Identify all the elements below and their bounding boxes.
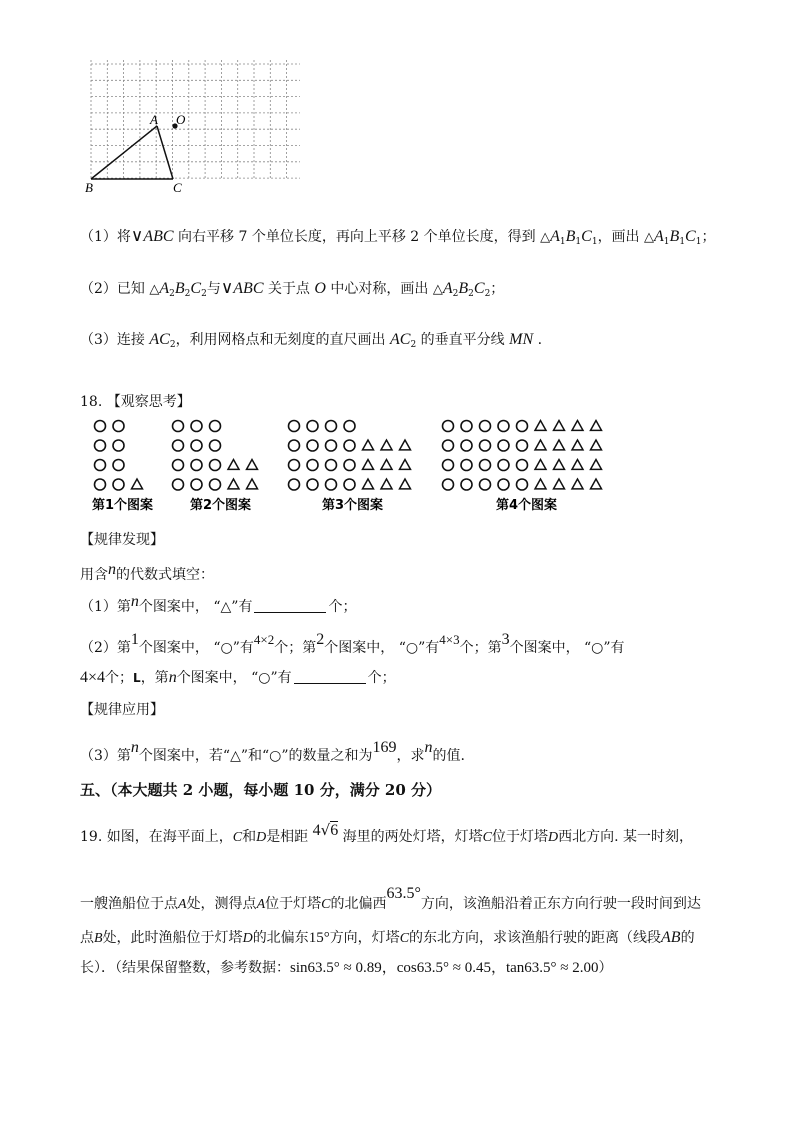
q17-p2-a2: A xyxy=(159,280,170,297)
circle-icon xyxy=(443,421,454,432)
q17-sub: 2 xyxy=(468,289,474,299)
q17-p2-b2: B xyxy=(174,280,185,297)
q19-text: 位于灯塔 xyxy=(492,829,548,845)
distance-value xyxy=(313,820,339,841)
pattern-4 xyxy=(443,421,602,491)
circle-icon xyxy=(443,479,454,490)
q17-p2-num: （2）已知 xyxy=(80,281,145,297)
q19-line3 xyxy=(80,928,695,949)
q19-text: 方向，灯塔 xyxy=(329,930,400,946)
q18-q2-l2-b: 个； xyxy=(105,670,134,686)
var-n: n xyxy=(130,593,139,610)
q17-p3-mid2: 的垂直平分线 xyxy=(420,332,505,348)
q19-text: ） xyxy=(598,960,613,976)
q19-text: 的 xyxy=(680,930,695,946)
q17-sub: 2 xyxy=(169,340,176,350)
circle-icon xyxy=(498,440,509,451)
circle-icon xyxy=(307,479,318,490)
q17-p3-mn: MN xyxy=(509,331,534,348)
circle-icon xyxy=(95,460,106,471)
circle-icon xyxy=(480,479,491,490)
q17-sub: 2 xyxy=(452,289,459,299)
point-c: C xyxy=(321,897,331,912)
q17-sub: 1 xyxy=(679,237,686,247)
circle-icon xyxy=(517,440,528,451)
q18-q2-l2-d: 个图案中， “○”有 xyxy=(176,670,292,686)
triangle-symbol: △ xyxy=(644,230,655,245)
triangle-icon xyxy=(381,479,392,489)
circle-icon xyxy=(210,460,221,471)
grid-figure xyxy=(84,58,300,198)
q17-sub: 1 xyxy=(695,237,702,247)
circle-icon xyxy=(480,440,491,451)
circle-icon xyxy=(326,479,337,490)
q17-part2 xyxy=(80,278,504,304)
point-b: B xyxy=(94,931,103,946)
circle-icon xyxy=(210,479,221,490)
q19-line4 xyxy=(80,958,613,978)
triangle-icon xyxy=(228,479,239,489)
q17-sub: 1 xyxy=(575,237,582,247)
q17-sub: 1 xyxy=(591,237,598,247)
q17-part3 xyxy=(80,330,542,355)
circle-icon xyxy=(113,440,124,451)
circle-icon xyxy=(443,460,454,471)
q18-q2-f: 个图案中， “○”有 xyxy=(509,640,625,656)
circle-icon xyxy=(113,460,124,471)
triangle-symbol: △ xyxy=(432,282,443,297)
q18-q2-value: 4×3 xyxy=(439,632,460,647)
q17-p2-b2: B xyxy=(458,280,469,297)
rule-apply-heading: 【规律应用】 xyxy=(80,702,164,718)
triangle-symbol: ∨ xyxy=(220,278,234,298)
circle-icon xyxy=(480,460,491,471)
triangle-icon xyxy=(591,440,602,450)
q18-q2-l2-c: ，第 xyxy=(140,670,169,686)
q19-text: 方向，该渔船沿着正东方向行驶一段时间到达 xyxy=(420,896,701,912)
q19-text: 海里的两处灯塔，灯塔 xyxy=(342,829,483,845)
dist-coef: 4 xyxy=(312,822,321,839)
circle-icon xyxy=(326,460,337,471)
q19-text: 西北方向. 某一时刻， xyxy=(558,829,694,845)
q19-text: 是相距 xyxy=(266,829,309,845)
q18-part1 xyxy=(80,592,356,617)
triangle-icon xyxy=(535,421,546,431)
q18-q3-c: ，求 xyxy=(396,748,425,764)
circle-icon xyxy=(191,440,202,451)
circle-icon xyxy=(517,460,528,471)
q19-text: 的北偏东 xyxy=(252,930,309,946)
q17-p1-a1: A xyxy=(654,228,664,245)
q17-p3-ac: AC xyxy=(149,331,170,348)
q17-p1-mid: 向右平移 7 个单位长度，再向上平移 2 个单位长度，得到 xyxy=(178,229,536,245)
q18-q2-d: 个图案中， “○”有 xyxy=(324,640,440,656)
point-a: A xyxy=(178,897,187,912)
q18-q2-l2-e: 个； xyxy=(367,670,396,686)
q17-p1-b1: B xyxy=(565,228,576,245)
q17-p2-c2: C xyxy=(190,280,202,297)
pattern-label: 第2个图案 xyxy=(190,498,252,513)
triangle-icon xyxy=(400,460,411,470)
section-heading: 五、（本大题共 2 小题，每小题 10 分，满分 20 分） xyxy=(80,781,442,799)
circle-icon xyxy=(344,460,355,471)
triangle-symbol: △ xyxy=(540,230,551,245)
circle-icon xyxy=(326,421,337,432)
q17-p3-ac: AC xyxy=(390,331,411,348)
q17-p3-end: . xyxy=(537,332,543,348)
circle-icon xyxy=(461,440,472,451)
q17-p2-mid2: 关于点 xyxy=(267,281,310,297)
q17-p3-num: （3）连接 xyxy=(80,332,145,348)
point-a: A xyxy=(256,897,266,912)
circle-icon xyxy=(344,479,355,490)
triangle-icon xyxy=(591,479,602,489)
circle-icon xyxy=(191,479,202,490)
triangle-icon xyxy=(400,479,411,489)
q19-text: 的北偏西 xyxy=(330,896,387,912)
circle-icon xyxy=(113,479,124,490)
q18-part3 xyxy=(80,738,465,766)
triangle-icon xyxy=(247,479,258,489)
triangle-icon xyxy=(535,460,546,470)
q19-text: 一艘渔船位于点 xyxy=(80,896,178,912)
circle-icon xyxy=(289,421,300,432)
q17-sub: 1 xyxy=(559,237,566,247)
q17-p2-abc: ABC xyxy=(233,280,264,297)
label-c: C xyxy=(173,180,182,195)
circle-icon xyxy=(443,440,454,451)
q17-p2-end: ； xyxy=(490,281,505,297)
q17-p1-b1: B xyxy=(669,228,680,245)
triangle-icon xyxy=(363,440,374,450)
point-c: C xyxy=(482,830,492,845)
q18-q2-a: （2）第 xyxy=(80,640,131,656)
q18-header: 18. 【观察思考】 xyxy=(80,394,191,410)
q17-p2-c2: C xyxy=(473,280,485,297)
answer-blank[interactable] xyxy=(294,669,366,684)
pattern-3 xyxy=(289,421,411,491)
q19-text: 和 xyxy=(242,829,257,845)
q17-sub: 1 xyxy=(663,237,670,247)
q18-q2-b: 个图案中， “○”有 xyxy=(138,640,254,656)
q17-p1-abc: ABC xyxy=(143,228,174,245)
q18-q2-value: 4×2 xyxy=(253,632,275,647)
q17-sub: 2 xyxy=(410,340,417,350)
circle-icon xyxy=(95,421,106,432)
pattern-label: 第4个图案 xyxy=(496,498,558,513)
circle-icon xyxy=(210,440,221,451)
reference-data: sin63.5° ≈ 0.89，cos63.5° ≈ 0.45，tan63.5° ≈ 2.00 xyxy=(290,960,599,976)
angle-value: 15° xyxy=(308,930,330,946)
triangle-icon xyxy=(247,460,258,470)
segment-ab xyxy=(91,126,157,179)
q18-q1-b: 个图案中， “△”有 xyxy=(138,599,253,615)
triangle-icon xyxy=(381,440,392,450)
q19-text: 长）．（结果保留整数，参考数据： xyxy=(80,960,290,976)
pattern-2 xyxy=(173,421,258,491)
point-c: C xyxy=(232,830,243,845)
q18-q2-num: 2 xyxy=(316,631,325,648)
triangle-icon xyxy=(363,460,374,470)
triangle-icon xyxy=(363,479,374,489)
triangle-icon xyxy=(535,440,546,450)
circle-icon xyxy=(191,460,202,471)
q17-p1-mid2: ，画出 xyxy=(597,229,640,245)
q18-intro-b: 的代数式填空： xyxy=(116,567,214,583)
triangle-icon xyxy=(554,440,565,450)
q17-p1-c1: C xyxy=(581,228,592,245)
q18-intro-a: 用含 xyxy=(80,567,108,583)
q19-text: 处，测得点 xyxy=(186,896,257,912)
q18-q1-c: 个； xyxy=(328,599,357,615)
q18-q2-num: 3 xyxy=(501,631,510,648)
q19-line2 xyxy=(80,884,701,915)
q19-text: 19. 如图，在海平面上， xyxy=(80,829,233,845)
circle-icon xyxy=(307,460,318,471)
q18-intro xyxy=(80,560,214,585)
triangle-icon xyxy=(554,421,565,431)
q17-p1-a1: A xyxy=(550,228,560,245)
circle-icon xyxy=(461,479,472,490)
circle-icon xyxy=(191,421,202,432)
circle-icon xyxy=(113,421,124,432)
q18-q2-e: 个；第 xyxy=(459,640,502,656)
triangle-icon xyxy=(554,460,565,470)
label-a: A xyxy=(150,112,158,127)
pattern-figures xyxy=(84,414,624,522)
circle-icon xyxy=(289,479,300,490)
circle-icon xyxy=(517,421,528,432)
q18-q3-d: 的值. xyxy=(432,748,465,764)
circle-icon xyxy=(95,440,106,451)
var-n: n xyxy=(130,739,139,756)
triangle-icon xyxy=(572,460,583,470)
triangle-symbol: △ xyxy=(149,282,160,297)
circle-icon xyxy=(289,460,300,471)
circle-icon xyxy=(344,440,355,451)
circle-icon xyxy=(307,440,318,451)
q18-part2-line2 xyxy=(80,668,396,688)
triangle-icon xyxy=(572,479,583,489)
q17-p2-a2: A xyxy=(442,280,453,297)
circle-icon xyxy=(173,460,184,471)
ellipsis-symbol: L xyxy=(133,671,141,685)
var-n: n xyxy=(168,669,177,686)
triangle-icon xyxy=(132,479,143,489)
q18-part2-line1 xyxy=(80,630,625,658)
circle-icon xyxy=(173,421,184,432)
circle-icon xyxy=(344,421,355,432)
answer-blank[interactable] xyxy=(254,598,326,613)
pattern-label: 第1个图案 xyxy=(92,498,154,513)
label-o: O xyxy=(176,112,186,127)
var-n: n xyxy=(108,561,116,578)
circle-icon xyxy=(173,479,184,490)
circle-icon xyxy=(498,479,509,490)
q19-text: 点 xyxy=(80,930,94,946)
q18-q2-c: 个；第 xyxy=(274,640,317,656)
q18-q3-a: （3）第 xyxy=(80,748,131,764)
q18-q2-num: 1 xyxy=(130,631,139,648)
circle-icon xyxy=(498,460,509,471)
pattern-1 xyxy=(95,421,143,491)
triangle-icon xyxy=(591,460,602,470)
q18-q3-b: 个图案中，若“△”和“○”的数量之和为 xyxy=(138,748,373,764)
q19-line1 xyxy=(80,820,693,848)
point-d: D xyxy=(548,830,559,845)
segment-ab-label: AB xyxy=(661,929,681,946)
q17-p2-mid: 与 xyxy=(206,281,221,297)
circle-icon xyxy=(307,421,318,432)
q18-q2-value: 4×4 xyxy=(80,669,106,686)
triangle-icon xyxy=(591,421,602,431)
point-c: C xyxy=(399,931,410,946)
q19-text: 的东北方向，求该渔船行驶的距离（线段 xyxy=(409,930,662,946)
circle-icon xyxy=(289,440,300,451)
triangle-icon xyxy=(554,479,565,489)
q17-p2-o: O xyxy=(314,280,326,297)
q18-q3-value: 169 xyxy=(372,739,397,756)
triangle-icon xyxy=(381,460,392,470)
angle-value: 63.5° xyxy=(386,885,421,902)
q18-q1-a: （1）第 xyxy=(80,599,131,615)
q17-sub: 2 xyxy=(169,289,175,299)
circle-icon xyxy=(498,421,509,432)
q17-sub: 2 xyxy=(484,289,491,299)
q17-part1 xyxy=(80,226,715,252)
circle-icon xyxy=(210,421,221,432)
dist-radicand: 6 xyxy=(330,822,339,839)
q17-p1-c1: C xyxy=(685,228,696,245)
label-b: B xyxy=(85,180,93,195)
triangle-icon xyxy=(572,421,583,431)
q17-sub: 2 xyxy=(201,289,207,299)
q19-text: 处，此时渔船位于灯塔 xyxy=(102,930,243,946)
triangle-symbol: ∨ xyxy=(130,226,144,246)
triangle-icon xyxy=(228,460,239,470)
circle-icon xyxy=(517,479,528,490)
pattern-label: 第3个图案 xyxy=(322,498,384,513)
segment-ac xyxy=(157,126,173,179)
circle-icon xyxy=(95,479,106,490)
circle-icon xyxy=(173,440,184,451)
circle-icon xyxy=(461,460,472,471)
rule-find-heading: 【规律发现】 xyxy=(80,532,164,548)
var-n: n xyxy=(424,739,433,756)
circle-icon xyxy=(461,421,472,432)
point-d: D xyxy=(242,931,253,946)
point-d: D xyxy=(256,830,267,845)
q17-p2-mid3: 中心对称，画出 xyxy=(330,281,429,297)
q17-p1-num: （1）将 xyxy=(80,229,131,245)
circle-icon xyxy=(480,421,491,432)
circle-icon xyxy=(326,440,337,451)
q17-sub: 2 xyxy=(184,289,191,299)
triangle-icon xyxy=(535,479,546,489)
triangle-icon xyxy=(572,440,583,450)
q17-p3-mid: ，利用网格点和无刻度的直尺画出 xyxy=(175,332,386,348)
sqrt-icon: √ xyxy=(320,821,331,839)
triangle-icon xyxy=(400,440,411,450)
q19-text: 位于灯塔 xyxy=(265,896,322,912)
q17-p1-end: ； xyxy=(701,229,716,245)
